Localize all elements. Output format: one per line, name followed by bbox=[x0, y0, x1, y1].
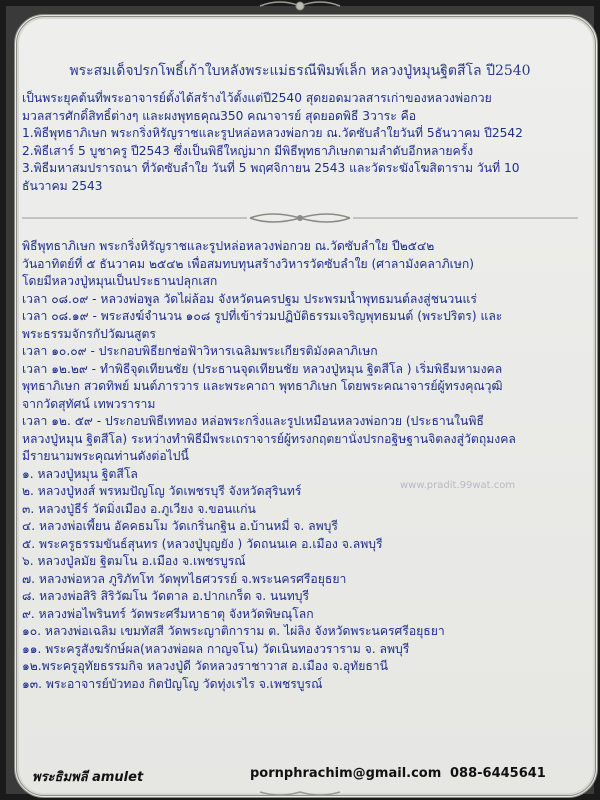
watermark: www.pradit.99wat.com bbox=[400, 480, 516, 491]
ceremony-line: เวลา ๑๒.๒๙ - ทำพิธีจุดเทียนชัย (ประธานจุดเทียนชัย หลวงปู่หมุน ฐิตสีโล ) เริ่มพิธีมหามงคล bbox=[22, 361, 503, 376]
monk-list-item: ๑๐. หลวงพ่อเฉลิม เขมทัสสี วัดพระญาติการาม ต. ไผ่ลิง จังหวัดพระนครศรีอยุธยา bbox=[22, 624, 445, 638]
intro-line: เป็นพระยุคต้นที่พระอาจารย์ตั้งได้สร้างไว้ตั้งแต่ปี2540 สุดยอดมวลสารเก่าของหลวงพ่อกวย bbox=[22, 91, 492, 105]
ceremony-line: พุทธาภิเษก สวดทิพย์ มนต์ภารวาร และพระคาถา พุทธาภิเษก โดยพระคณาจารย์ผู้ทรงคุณวุฒิ bbox=[22, 379, 503, 393]
monk-list-item: ๖. หลวงปู่ลมัย ฐิตมโน อ.เมือง จ.เพชรบูรณ์ bbox=[22, 554, 246, 568]
monk-list-item: ๑๓. พระอาจารย์บัวทอง กิตปัญโญ วัดทุ่งเรไร จ.เพชรบูรณ์ bbox=[22, 676, 323, 691]
footer bbox=[0, 766, 600, 788]
intro-line: มวลสารศักดิ์สิทธิ์ต่างๆ และผงพุทธคุณ350 คณาจารย์ สุดยอดพิธี 3วาระ คือ bbox=[22, 108, 417, 123]
ceremony-line: พระธรรมจักรกัปวัฒนสูตร bbox=[22, 326, 156, 341]
ceremony-line: พิธีพุทธาภิเษก พระกริ่งหิรัญราชและรูปหล่อหลวงพ่อกวย ณ.วัดซับลำใย ปี๒๕๔๒ bbox=[22, 239, 435, 253]
intro-line: 2.พิธีเสาร์ 5 บูชาครู ปี2543 ซึ่งเป็นพิธีใหญ่มาก มีพิธีพุทธาภิเษกตามลำดับอีกหลายครั้ง bbox=[22, 143, 474, 158]
ceremony-line: วันอาทิตย์ที่ ๕ ธันวาคม ๒๕๔๒ เพื่อสมทบทุนสร้างวิหารวัดซับลำใย (ศาลามังคลาภิเษก) bbox=[22, 256, 475, 271]
divider-ornament-icon bbox=[22, 210, 578, 226]
ceremony-line: โดยมีหลวงปู่หมุนเป็นประธานปลุกเสก bbox=[22, 274, 218, 288]
monk-list-item: ๓. หลวงปู่ธีร์ วัดมิ่งเมือง อ.ภูเวียง จ.ขอนแก่น bbox=[22, 501, 256, 516]
monk-list-item: ๗. หลวงพ่อหวล ภูริภัทโท วัดพุทไธศวรรย์ จ.พระนครศรีอยุธยา bbox=[22, 571, 347, 586]
monk-list-item: ๒. หลวงปู่หงส์ พรหมปัญโญ วัดเพชรบุรี จังหวัดสุรินทร์ bbox=[22, 484, 302, 498]
intro-line: 1.พิธีพุทธาภิเษก พระกริ่งหิรัญราชและรูปหล่อหลวงพ่อกวย ณ.วัดซับลำใยวันที่ 5ธันวาคม ปี2542 bbox=[22, 126, 523, 140]
page-title: พระสมเด็จปรกโพธิ์เก้าใบหลังพระแม่ธรณีพิมพ์เล็ก หลวงปู่หมุนฐิตสีโล ปี2540 bbox=[69, 63, 531, 79]
ceremony-line: มีรายนามพระคุณท่านดังต่อไปนี้ bbox=[22, 449, 189, 463]
monk-list-item: ๙. หลวงพ่อไพรินทร์ วัดพระศรีมหาธาตุ จังหวัดพิษณุโลก bbox=[22, 606, 314, 621]
intro-line: 3.พิธีมหาสมปรารถนา ที่วัดซับลำใย วันที่ 5 พฤศจิกายน 2543 และวัดระฆังโฆสิตาราม วันที่ 10 bbox=[22, 161, 520, 175]
intro-line: ธันวาคม 2543 bbox=[22, 178, 103, 193]
ceremony-section bbox=[22, 238, 584, 693]
monk-list-item: ๕. พระครูธรรมขันธ์สุนทร (หลวงปู่บุญยัง ) วัดถนนเค อ.เมือง จ.ลพบุรี bbox=[22, 536, 383, 551]
monk-list-item: ๑๒.พระครูอุทัยธรรมกิจ หลวงปู่ดี วัดหลวงราชาวาส อ.เมือง จ.อุทัยธานี bbox=[22, 659, 388, 673]
ceremony-line: เวลา ๐๘.๑๙ - พระสงฆ์จำนวน ๑๐๘ รูปที่เข้าร่วมปฏิบัติธรรมเจริญพุทธมนต์ (พระปริตร) และ bbox=[22, 309, 503, 323]
contact-email: pornphrachim@gmail.com bbox=[250, 766, 442, 781]
contact-phone: 088-6445641 bbox=[450, 766, 546, 781]
monk-list-item: ๑. หลวงปู่หมุน ฐิตสีโล bbox=[22, 466, 138, 481]
ceremony-line: เวลา ๑๒. ๕๙ - ประกอบพิธีเททอง หล่อพระกริ่งและรูปเหมือนหลวงพ่อกวย (ประธานในพิธี bbox=[22, 414, 484, 428]
ceremony-line: เวลา ๐๘.๐๙ - หลวงพ่อพูล วัดไผ่ล้อม จังหวัดนครปฐม ประพรมน้ำพุทธมนต์ลงสู่ชนวนแร่ bbox=[22, 291, 477, 306]
top-ornament-icon bbox=[250, 0, 350, 14]
ceremony-line: เวลา ๑๐.๐๙ - ประกอบพิธียกช่อฟ้าวิหารเฉลิมพระเกียรติมังคลาภิเษก bbox=[22, 344, 378, 358]
brand-name: พระธิมพลี amulet bbox=[32, 770, 144, 785]
monk-list-item: ๑๑. พระครูสังฆรักษ์ผล(หลวงพ่อผล กาญจโน) วัดเนินทองวราราม จ. ลพบุรี bbox=[22, 641, 410, 656]
bottom-ornament-icon bbox=[250, 786, 350, 798]
monk-list-item: ๘. หลวงพ่อสิริ สิริวัฒโน วัดตาล อ.ปากเกร็ด จ. นนทบุรี bbox=[22, 589, 310, 603]
monk-list-item: ๔. หลวงพ่อเพี้ยน อัคคธมโม วัดเกริ่นกฐิน อ.บ้านหมี่ จ. ลพบุรี bbox=[22, 519, 338, 533]
ceremony-line: หลวงปู่หมุน ฐิตสีโล) ระหว่างทำพิธีมีพระเถราจารย์ผู้ทรงกฤตยานั่งปรกอฐิษฐานจิตลงสู่วัตถุมงคล bbox=[22, 431, 516, 446]
intro-section bbox=[22, 90, 584, 195]
ceremony-line: จากวัดสุทัศน์ เทพวราราม bbox=[22, 396, 156, 411]
